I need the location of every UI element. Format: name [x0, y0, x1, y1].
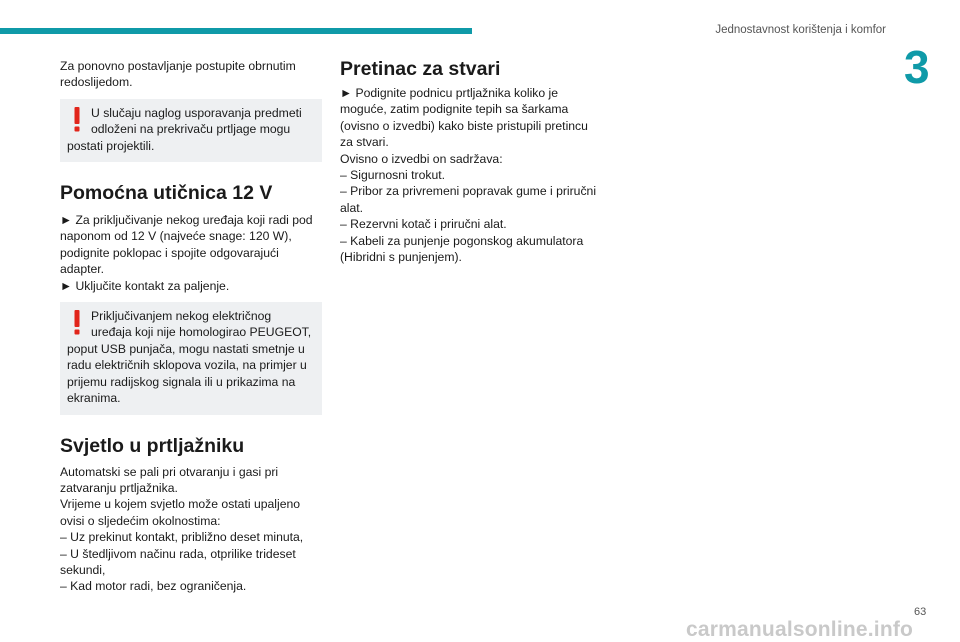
warning-exclamation-icon: [67, 308, 89, 336]
watermark: carmanualsonline.info: [686, 618, 914, 641]
storage-step-1: ► Podignite podnicu prtljažnika koliko je moguće, zatim podignite tepih sa šarkama (ovisno o izvedbi) kako biste pristupili pretincu za stvari.: [340, 86, 588, 150]
list-item: – Uz prekinut kontakt, približno deset minuta,: [60, 530, 304, 545]
header-accent-bar: [0, 28, 472, 34]
warning-text-2: Priključivanjem nekog električnog uređaja koji nije homologirao PEUGEOT, poput USB punjača, mogu nastati smetnje u radu električnih sklopova vozila, na primjer u prijemu radijskog signala ili u prikazima na ekranima.: [67, 309, 312, 406]
list-item: – Pribor za privremeni popravak gume i priručni alat.: [340, 184, 597, 215]
socket-step-1: ► Za priključivanje nekog uređaja koji radi pod naponom od 12 V (najveće snage: 120 W), podignite poklopac i spojite odgovarajući adapter.: [60, 213, 313, 277]
list-item: – Kad motor radi, bez ograničenja.: [60, 579, 247, 594]
warning-box-2: [60, 302, 322, 414]
list-item: – Sigurnosni trokut.: [340, 168, 446, 183]
list-item: – Kabeli za punjenje pogonskog akumulatora (Hibridni s punjenjem).: [340, 233, 584, 265]
page-number: 63: [914, 606, 927, 618]
intro-paragraph: Za ponovno postavljanje postupite obrnutim redoslijedom.: [60, 59, 296, 90]
storage-paragraph-1: Ovisno o izvedbi on sadržava:: [340, 151, 503, 166]
boot-light-paragraph-1: Automatski se pali pri otvaranju i gasi pri zatvaranju prtljažnika.: [60, 464, 279, 495]
section-title-boot-light: Svjetlo u prtljažniku: [60, 434, 245, 457]
left-column: [60, 58, 322, 595]
list-item: – Rezervni kotač i priručni alat.: [340, 217, 507, 232]
section-header-title: Jednostavnost korištenja i komfor: [715, 24, 886, 36]
warning-box-1: [60, 99, 322, 162]
boot-light-paragraph-2: Vrijeme u kojem svjetlo može ostati upaljeno ovisi o sljedećim okolnostima:: [60, 497, 301, 528]
list-item: – U štedljivom načinu rada, otprilike trideset sekundi,: [60, 546, 296, 577]
section-title-power-socket: Pomoćna utičnica 12 V: [60, 182, 273, 205]
right-column: [340, 58, 604, 265]
chapter-number: 3: [904, 41, 930, 93]
socket-step-2: ► Uključite kontakt za paljenje.: [60, 278, 230, 293]
warning-exclamation-icon: [67, 105, 89, 133]
section-title-storage: Pretinac za stvari: [340, 58, 501, 80]
warning-text-1: U slučaju naglog usporavanja predmeti odloženi na prekrivaču prtljage mogu postati projektili.: [67, 105, 302, 153]
